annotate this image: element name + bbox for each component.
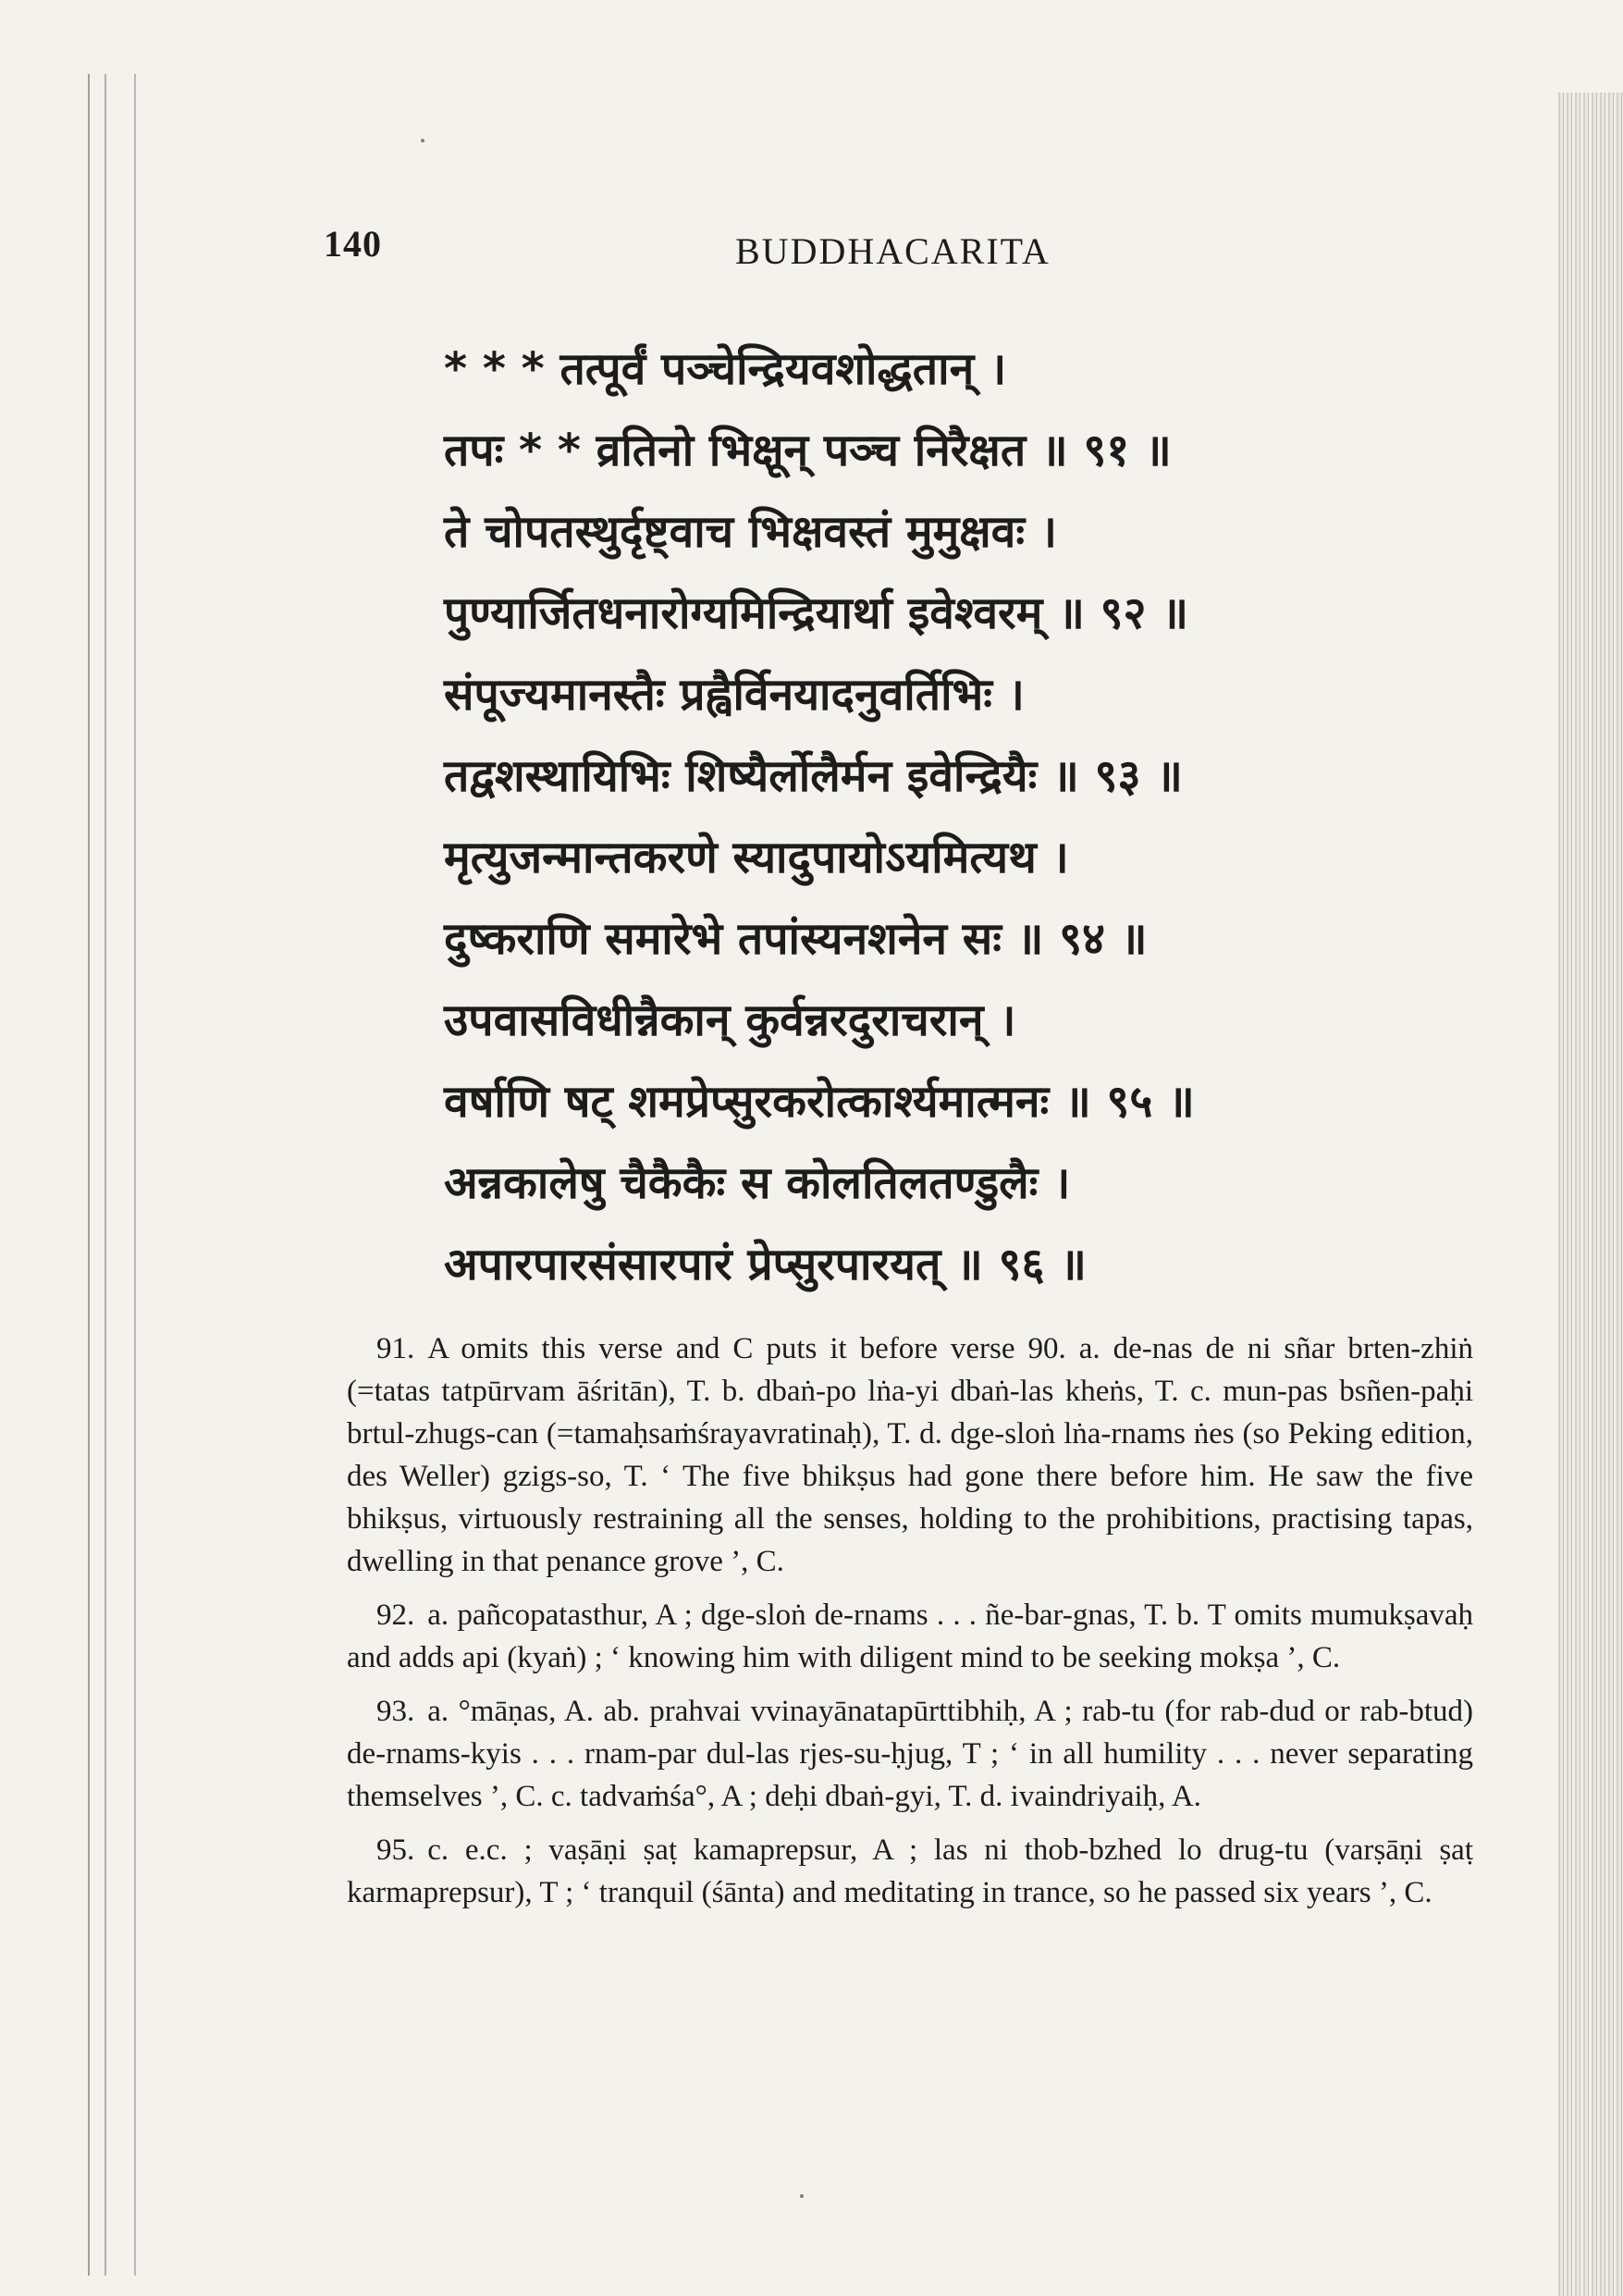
speck: [421, 139, 424, 142]
footnote-number: 95.: [376, 1833, 415, 1867]
verse-line: ते चोपतस्थुर्दृष्ट्वाच भिक्षवस्तं मुमुक्षवः ।: [444, 506, 1057, 558]
footnote-text: a. pañcopatasthur, A ; dge-sloṅ de-rnams . . . ñe-bar-gnas, T. b. T omits mumukṣavaḥ and adds api (kyaṅ) ; ‘ knowing him with diligent mind to be seeking mokṣa ’, C.: [347, 1599, 1473, 1674]
running-head: BUDDHACARITA: [735, 230, 1051, 272]
verse-line: पुण्यार्जितधनारोग्यमिन्द्रियार्था इवेश्वरम् ॥ ९२ ॥: [444, 587, 1188, 639]
page-number: 140: [324, 223, 382, 265]
verse-line: मृत्युजन्मान्तकरणे स्यादुपायोऽयमित्यथ ।: [444, 832, 1069, 883]
footnote-text: c. e.c. ; vaṣāṇi ṣaṭ kamaprepsur, A ; las ni thob-bzhed lo drug-tu (varṣāṇi ṣaṭ karmaprepsur), T ; ‘ tranquil (śānta) and meditating in trance, so he passed six years ’, C.: [347, 1833, 1473, 1909]
verse-block: [444, 328, 1480, 1305]
footnote-text: a. °māṇas, A. ab. prahvai vvinayānatapūrttibhiḥ, A ; rab-tu (for rab-dud or rab-btud) de-rnams-kyis . . . rnam-par dul-las rjes-su-ḥjug, T ; ‘ in all humility . . . never separating themselves ’, C. c. tadvaṁśa°, A ; deḥi dbaṅ-gyi, T. d. ivaindriyaiḥ, A.: [347, 1695, 1473, 1813]
footnotes: [347, 1327, 1473, 1925]
page-edge: [1558, 93, 1623, 2296]
book-gutter: [88, 74, 136, 2276]
footnote: [347, 1327, 1473, 1583]
footnote-number: 91.: [376, 1332, 415, 1365]
verse-line: संपूज्यमानस्तैः प्रह्वैर्विनयादनुवर्तिभिः ।: [444, 669, 1025, 721]
verse-line: * * * तत्पूर्वं पञ्चेन्द्रियवशोद्धतान् ।: [444, 343, 1007, 395]
footnote: [347, 1829, 1473, 1914]
verse-line: दुष्कराणि समारेभे तपांस्यनशनेन सः ॥ ९४ ॥: [444, 913, 1148, 965]
footnote-number: 92.: [376, 1599, 415, 1632]
verse-line: तपः * * व्रतिनो भिक्षून् पञ्च निरैक्षत ॥ ९१ ॥: [444, 425, 1172, 476]
verse-line: अन्नकालेषु चैकैकैः स कोलतिलतण्डुलैः ।: [444, 1157, 1071, 1209]
speck: [800, 2194, 804, 2198]
footnote-text: A omits this verse and C puts it before verse 90. a. de-nas de ni sñar brten-zhiṅ (=tatas tatpūrvam āśritān), T. b. dbaṅ-po lṅa-yi dbaṅ-las kheṅs, T. c. mun-pas bsñen-paḥi brtul-zhugs-can (=tamaḥsaṁśrayavratinaḥ), T. d. dge-sloṅ lṅa-rnams ṅes (so Peking edition, des Weller) gzigs-so, T. ‘ The five bhikṣus had gone there before him. He saw the five bhikṣus, virtuously restraining all the senses, holding to the prohibitions, practising tapas, dwelling in that penance grove ’, C.: [347, 1332, 1473, 1578]
verse-line: वर्षाणि षट् शमप्रेप्सुरकरोत्कार्श्यमात्मनः ॥ ९५ ॥: [444, 1076, 1195, 1128]
verse-line: अपारपारसंसारपारं प्रेप्सुरपारयत् ॥ ९६ ॥: [444, 1239, 1087, 1290]
footnote-number: 93.: [376, 1695, 415, 1728]
verse-line: तद्वशस्थायिभिः शिष्यैर्लोलैर्मन इवेन्द्रियैः ॥ ९३ ॥: [444, 750, 1183, 802]
footnote: [347, 1690, 1473, 1818]
verse-line: उपवासविधीन्नैकान् कुर्वन्नरदुराचरान् ।: [444, 994, 1016, 1046]
footnote: [347, 1594, 1473, 1679]
